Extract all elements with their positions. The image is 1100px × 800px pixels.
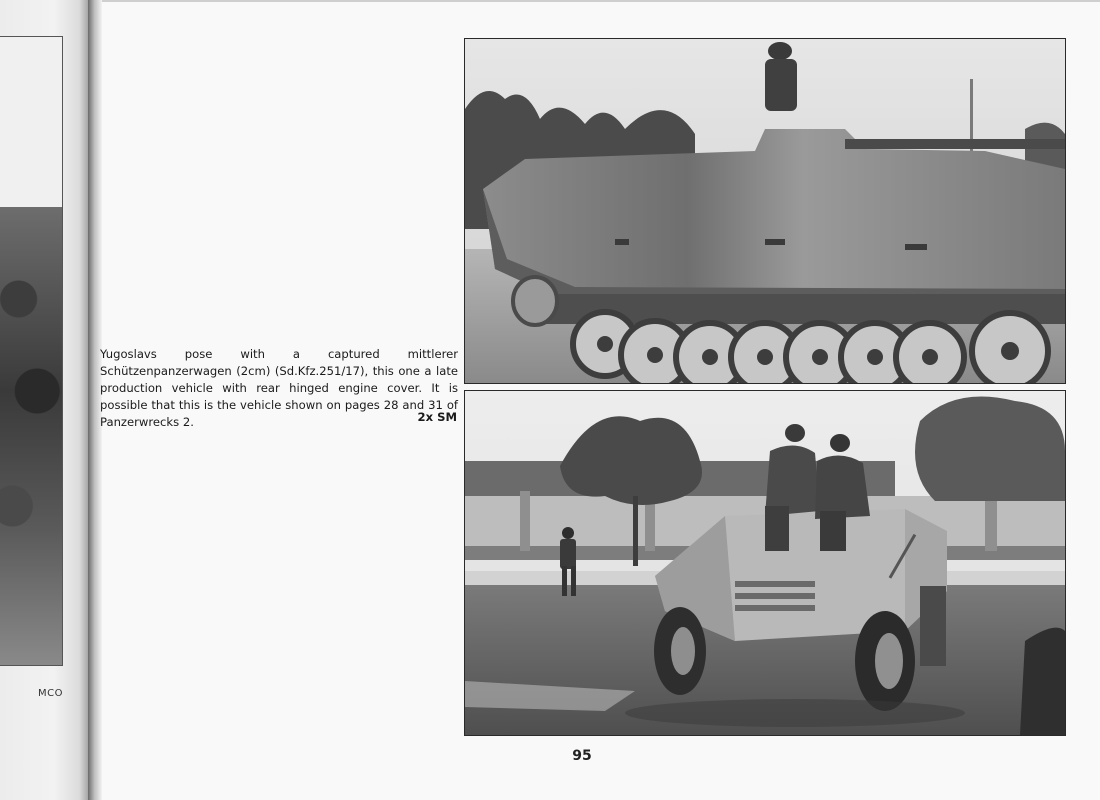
photo-caption: Yugoslavs pose with a captured mittlerer Schützenpanzerwagen (2cm) (Sd.Kfz.251/17), this one a late production vehicle with rear hinged engine cover. It is possible that this is the vehicle shown on pages 28 and 31 of Panzerwrecks 2. (100, 347, 458, 429)
left-page (0, 0, 90, 800)
left-page-credit: MCO (38, 688, 63, 699)
photo-halftrack-side-view-image (465, 39, 1065, 383)
photo-halftrack-front-view (464, 390, 1066, 736)
left-photo-foliage (0, 207, 62, 666)
photo-halftrack-front-view-image (465, 391, 1065, 735)
left-photo-sky (0, 37, 62, 207)
left-page-photo (0, 36, 63, 666)
photo-halftrack-side-view (464, 38, 1066, 384)
page-number: 95 (572, 748, 592, 764)
photo-credit: 2x SM (417, 410, 457, 424)
